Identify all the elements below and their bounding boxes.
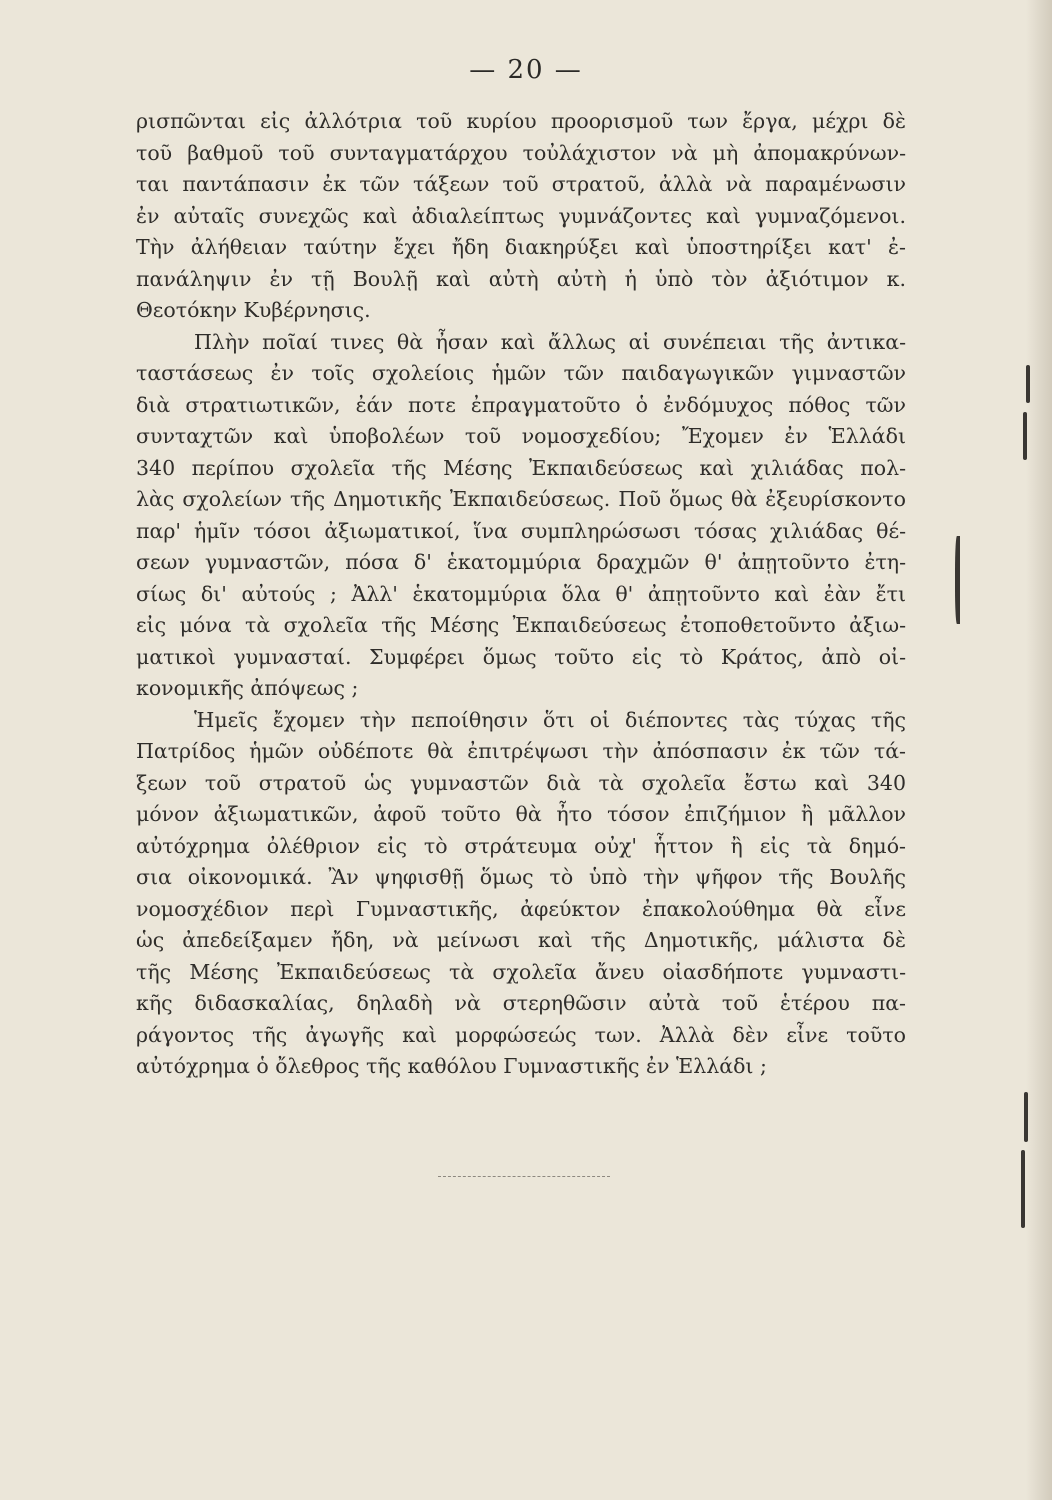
text-line: ξεων τοῦ στρατοῦ ὡς γυμναστῶν διὰ τὰ σχολεῖα ἔστω καὶ 340 xyxy=(136,770,906,795)
text-line: συνταχτῶν καὶ ὑποβολέων τοῦ νομοσχεδίου; Ἔχομεν ἐν Ἑλλάδι xyxy=(136,424,906,448)
margin-mark xyxy=(1021,1150,1025,1228)
text-line: σεων γυμναστῶν, πόσα δ' ἑκατομμύρια δραχμῶν θ' ἀπῃτοῦντο ἐτη- xyxy=(136,550,906,574)
paragraph-start-line: Πλὴν ποῖαί τινες θὰ ἦσαν καὶ ἄλλως αἱ συνέπειαι τῆς ἀντικα- xyxy=(194,329,906,354)
text-line: Πατρίδος ἡμῶν οὐδέποτε θὰ ἐπιτρέψωσι τὴν ἀπόσπασιν ἐκ τῶν τά- xyxy=(136,739,906,763)
text-line: σια οἰκονομικά. Ἂν ψηφισθῇ ὅμως τὸ ὑπὸ τὴν ψῆφον τῆς Βουλῆς xyxy=(136,865,906,889)
text-line: πανάληψιν ἐν τῇ Βουλῇ καὶ αὐτὴ αὐτὴ ἡ ὑπὸ τὸν ἀξιότιμον κ. xyxy=(136,266,906,291)
text-line: ματικοὶ γυμνασταί. Συμφέρει ὅμως τοῦτο εἰς τὸ Κράτος, ἀπὸ οἰ- xyxy=(136,644,906,669)
text-line: Τὴν ἀλήθειαν ταύτην ἔχει ἤδη διακηρύξει καὶ ὑποστηρίξει κατ' ἐ- xyxy=(136,235,906,259)
text-line: ράγοντος τῆς ἀγωγῆς καὶ μορφώσεώς των. Ἀλλὰ δὲν εἶνε τοῦτο xyxy=(136,1022,906,1047)
text-line: τοῦ βαθμοῦ τοῦ συνταγματάρχου τοὐλάχιστον νὰ μὴ ἀπομακρύνων- xyxy=(136,140,906,165)
margin-mark xyxy=(1024,1092,1028,1142)
text-line: ται παντάπασιν ἐκ τῶν τάξεων τοῦ στρατοῦ, ἀλλὰ νὰ παραμένωσιν xyxy=(136,172,906,196)
text-line: Θεοτόκην Κυβέρνησις. xyxy=(136,298,371,322)
text-line: 340 περίπου σχολεῖα τῆς Μέσης Ἐκπαιδεύσεως καὶ χιλιάδας πολ- xyxy=(136,455,906,480)
text-line: νομοσχέδιον περὶ Γυμναστικῆς, ἀφεύκτον ἐπακολούθημα θὰ εἶνε xyxy=(136,896,906,921)
text-line: ρισπῶνται εἰς ἀλλότρια τοῦ κυρίου προορισμοῦ των ἔργα, μέχρι δὲ xyxy=(136,109,906,133)
text-line: λὰς σχολείων τῆς Δημοτικῆς Ἐκπαιδεύσεως. Ποῦ ὅμως θὰ ἐξευρίσκοντο xyxy=(136,487,906,511)
text-line: αὐτόχρημα ὁ ὄλεθρος τῆς καθόλου Γυμναστικῆς ἐν Ἑλλάδι ; xyxy=(136,1054,767,1078)
text-line: ὡς ἀπεδείξαμεν ἤδη, νὰ μείνωσι καὶ τῆς Δημοτικῆς, μάλιστα δὲ xyxy=(136,928,906,952)
text-line: ἐν αὐταῖς συνεχῶς καὶ ἀδιαλείπτως γυμνάζοντες καὶ γυμναζόμενοι. xyxy=(136,203,906,228)
body-text xyxy=(136,106,906,1083)
paragraph-start-line: Ἡμεῖς ἔχομεν τὴν πεποίθησιν ὅτι οἱ διέποντες τὰς τύχας τῆς xyxy=(194,707,906,732)
margin-mark xyxy=(1026,365,1030,403)
page-number: — 20 — xyxy=(469,55,583,85)
text-line: εἰς μόνα τὰ σχολεῖα τῆς Μέσης Ἐκπαιδεύσεως ἐτοποθετοῦντο ἀξιω- xyxy=(136,613,906,637)
text-line: διὰ στρατιωτικῶν, ἐάν ποτε ἐπραγματοῦτο ὁ ἐνδόμυχος πόθος τῶν xyxy=(136,392,906,417)
text-line: ταστάσεως ἐν τοῖς σχολείοις ἡμῶν τῶν παιδαγωγικῶν γιμναστῶν xyxy=(136,361,906,385)
margin-mark xyxy=(955,536,960,624)
text-line: σίως δι' αὐτούς ; Ἀλλ' ἑκατομμύρια ὅλα θ' ἀπῃτοῦντο καὶ ἐὰν ἔτι xyxy=(136,581,906,606)
text-line: κῆς διδασκαλίας, δηλαδὴ νὰ στερηθῶσιν αὐτὰ τοῦ ἑτέρου πα- xyxy=(136,991,906,1015)
text-line: τῆς Μέσης Ἐκπαιδεύσεως τὰ σχολεῖα ἄνευ οἰασδήποτε γυμναστι- xyxy=(136,959,906,984)
text-line: αὐτόχρημα ὀλέθριον εἰς τὸ στράτευμα οὐχ' ἧττον ἢ εἰς τὰ δημό- xyxy=(136,833,906,858)
margin-mark xyxy=(1023,412,1027,460)
section-divider xyxy=(438,1176,610,1177)
text-line: κονομικῆς ἀπόψεως ; xyxy=(136,676,359,700)
text-line: μόνον ἀξιωματικῶν, ἀφοῦ τοῦτο θὰ ἦτο τόσον ἐπιζήμιον ἢ μᾶλλον xyxy=(136,802,906,826)
text-line: παρ' ἡμῖν τόσοι ἀξιωματικοί, ἵνα συμπληρώσωσι τόσας χιλιάδας θέ- xyxy=(136,518,906,543)
page-edge-shadow xyxy=(1026,0,1052,1500)
